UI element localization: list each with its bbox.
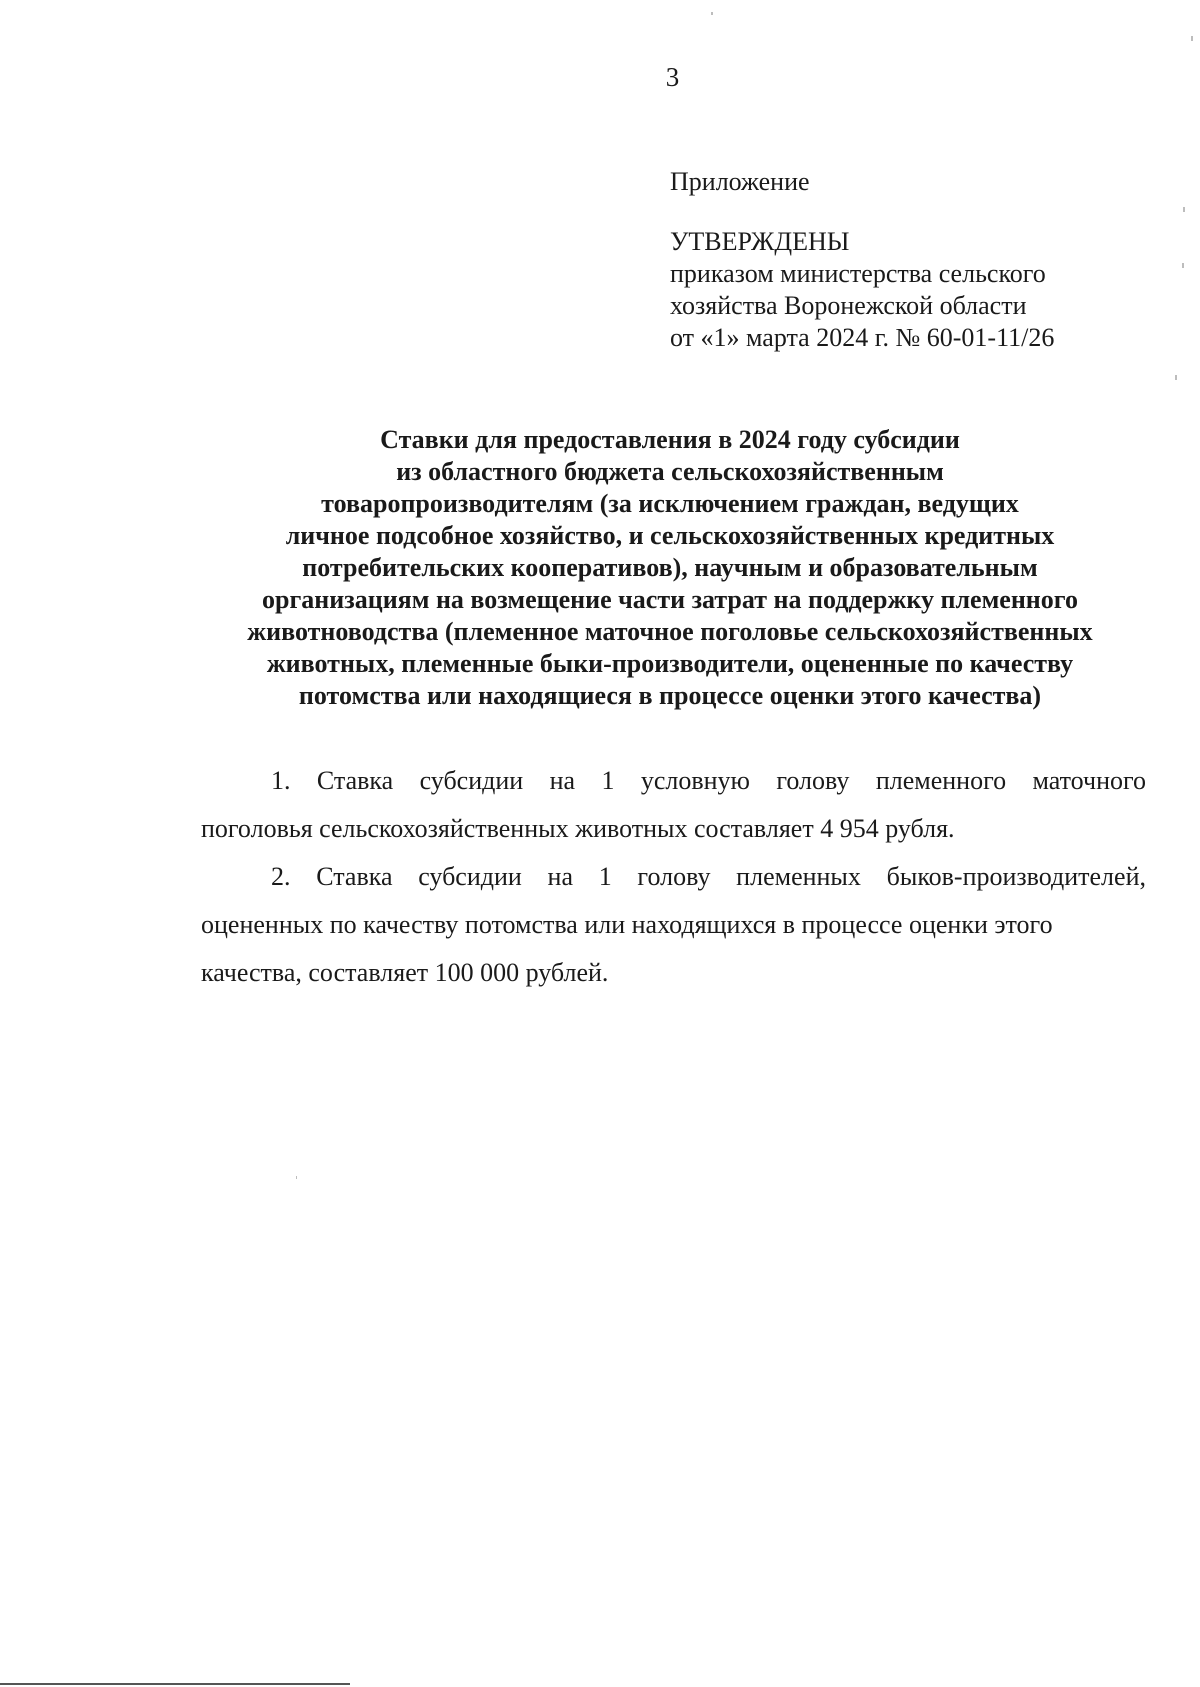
approval-order-line: от «1» марта 2024 г. № 60-01-11/26 [670,323,1055,352]
approval-order-line: приказом министерства сельского [670,259,1046,288]
paragraph-line: оцененных по качеству потомства или находящихся в процессе оценки этого [201,910,1053,939]
bottom-scan-edge [0,1683,350,1685]
document-body [201,757,1146,997]
paragraph-line: качества, составляет 100 000 рублей. [201,958,609,987]
page-number: 3 [665,62,680,92]
approval-stamp-block [670,166,1054,354]
title-line: личное подсобное хозяйство, и сельскохозяйственных кредитных [285,521,1055,550]
paragraph-1 [201,757,1146,853]
title-line: из областного бюджета сельскохозяйственным [396,457,944,486]
title-line: потребительских кооперативов), научным и образовательным [302,553,1038,582]
approved-heading: УТВЕРЖДЕНЫ [670,227,850,256]
paragraph-2 [201,853,1146,997]
scan-artifact [711,12,713,15]
approval-order-line: хозяйства Воронежской области [670,291,1027,320]
title-line: Ставки для предоставления в 2024 году субсидии [380,425,960,454]
scan-artifact [1191,36,1193,41]
scan-artifact [1175,375,1177,380]
title-line: животноводства (племенное маточное поголовье сельскохозяйственных [247,617,1093,646]
title-line: организациям на возмещение части затрат на поддержку племенного [262,585,1078,614]
scan-artifact [1182,263,1184,268]
title-line: товаропроизводителям (за исключением граждан, ведущих [321,489,1019,518]
appendix-label: Приложение [670,167,810,196]
paragraph-line: 2. Ставка субсидии на 1 голову племенных быков-производителей, [271,862,1146,891]
paragraph-line: поголовья сельскохозяйственных животных составляет 4 954 рубля. [201,814,955,843]
document-title [180,424,1160,712]
paragraph-line: 1. Ставка субсидии на 1 условную голову племенного маточного [271,766,1146,795]
scan-artifact [1183,207,1185,212]
scan-artifact [296,1176,297,1179]
title-line: животных, племенные быки-производители, оцененные по качеству [266,649,1074,678]
title-line: потомства или находящиеся в процессе оценки этого качества) [298,681,1042,710]
